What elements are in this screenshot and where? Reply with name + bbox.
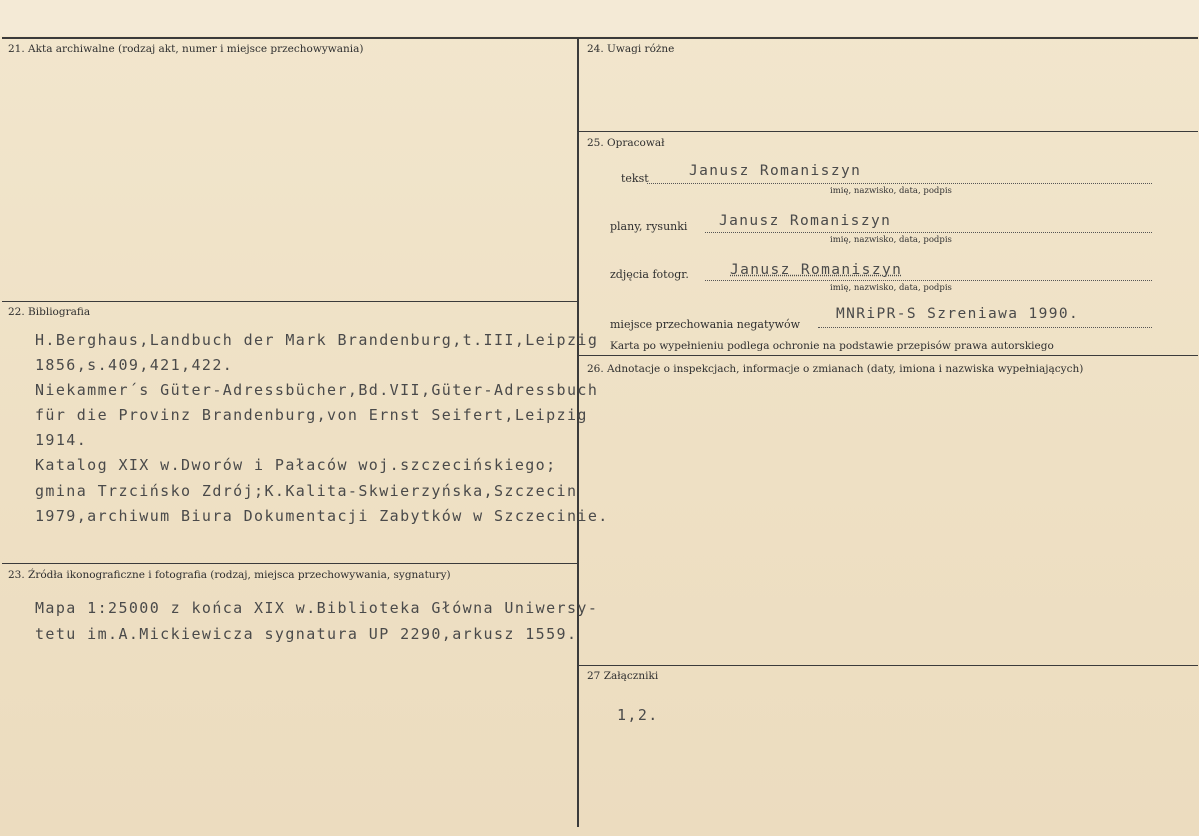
section-22-label: 22. Bibliografia	[8, 306, 91, 318]
bibliography-line-5: 1914.	[35, 431, 88, 449]
tekst-label: tekst	[621, 172, 649, 185]
negatywy-value: MNRiPR-S Szreniawa 1990.	[836, 306, 1080, 322]
zdjecia-caption: imię, nazwisko, data, podpis	[830, 283, 952, 293]
bibliography-line-2: 1856,s.409,421,422.	[35, 356, 234, 374]
bibliography-line-4: für die Provinz Brandenburg,von Ernst Seifert,Leipzig	[35, 406, 588, 424]
zdjecia-value: Janusz Romaniszyn	[730, 262, 903, 278]
plany-value: Janusz Romaniszyn	[719, 213, 892, 229]
section-25-label: 25. Opracował	[587, 137, 665, 149]
plany-dotted-line	[705, 232, 1152, 233]
bibliography-line-8: 1979,archiwum Biura Dokumentacji Zabytków w Szczecinie.	[35, 507, 609, 525]
section-27-label: 27 Załączniki	[587, 670, 659, 682]
divider-24-25	[579, 131, 1198, 132]
attachments-value: 1,2.	[617, 706, 659, 724]
plany-label: plany, rysunki	[610, 220, 688, 233]
iconography-line-2: tetu im.A.Mickiewicza sygnatura UP 2290,arkusz 1559.	[35, 625, 578, 643]
divider-26-27	[579, 665, 1198, 666]
divider-21-22	[2, 301, 577, 302]
section-26-label: 26. Adnotacje o inspekcjach, informacje o zmianach (daty, imiona i nazwiska wypełniających)	[587, 363, 1084, 375]
top-border-line	[2, 37, 1198, 39]
center-divider	[577, 37, 579, 827]
tekst-caption: imię, nazwisko, data, podpis	[830, 186, 952, 196]
negatywy-dotted-line	[818, 327, 1152, 328]
card-top-margin	[0, 0, 1199, 36]
bibliography-line-6: Katalog XIX w.Dworów i Pałaców woj.szczecińskiego;	[35, 456, 557, 474]
tekst-dotted-line	[647, 183, 1152, 184]
section-24-label: 24. Uwagi różne	[587, 43, 675, 55]
section-23-label: 23. Źródła ikonograficzne i fotografia (rodzaj, miejsca przechowywania, sygnatury)	[8, 569, 451, 581]
divider-25-26	[579, 355, 1198, 356]
divider-22-23	[2, 563, 577, 564]
zdjecia-dotted-line	[705, 280, 1152, 281]
iconography-line-1: Mapa 1:25000 z końca XIX w.Biblioteka Główna Uniwersy-	[35, 599, 599, 617]
bibliography-line-1: H.Berghaus,Landbuch der Mark Brandenburg,t.III,Leipzig	[35, 331, 599, 349]
section-21-label: 21. Akta archiwalne (rodzaj akt, numer i miejsce przechowywania)	[8, 43, 364, 55]
bibliography-line-3: Niekammer´s Güter-Adressbücher,Bd.VII,Güter-Adressbuch	[35, 381, 599, 399]
negatywy-label: miejsce przechowania negatywów	[610, 318, 801, 331]
plany-caption: imię, nazwisko, data, podpis	[830, 235, 952, 245]
copyright-note: Karta po wypełnieniu podlega ochronie na podstawie przepisów prawa autorskiego	[610, 340, 1054, 352]
zdjecia-label: zdjęcia fotogr.	[610, 268, 689, 281]
bibliography-line-7: gmina Trzcińsko Zdrój;K.Kalita-Skwierzyńska,Szczecin	[35, 482, 578, 500]
tekst-value: Janusz Romaniszyn	[689, 163, 862, 179]
